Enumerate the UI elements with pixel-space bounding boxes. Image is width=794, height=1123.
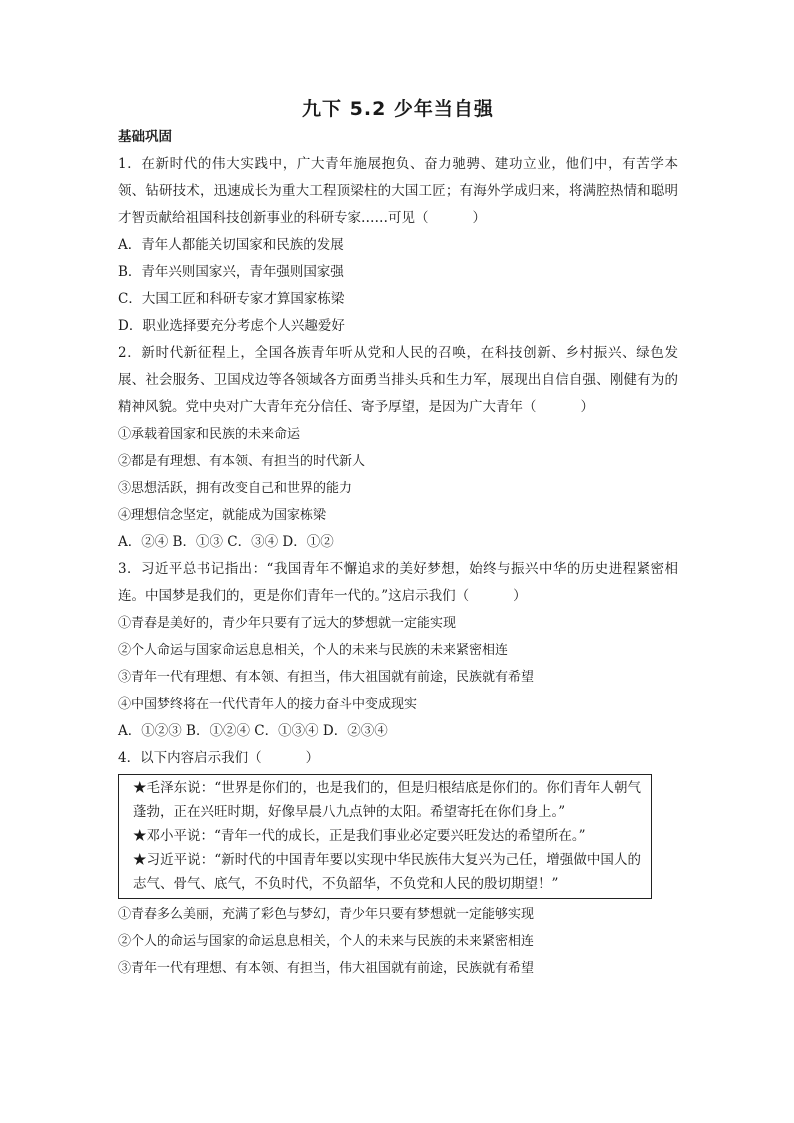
answer-blank-close: ） xyxy=(305,750,320,766)
question-2 xyxy=(118,340,678,556)
question-4 xyxy=(118,745,678,982)
option-a: A．青年人都能关切国家和民族的发展 xyxy=(118,237,344,253)
statement-4: ④理想信念坚定，就能成为国家栋梁 xyxy=(118,508,327,523)
statement-3: ③青年一代有理想、有本领、有担当，伟大祖国就有前途，民族就有希望 xyxy=(118,961,535,976)
statement-1: ①青春是美好的，青少年只要有了远大的梦想就一定能实现 xyxy=(118,616,457,631)
option-d: D．职业选择要充分考虑个人兴趣爱好 xyxy=(118,318,345,334)
question-3 xyxy=(118,556,678,745)
worksheet-page xyxy=(118,96,678,982)
section-heading: 基础巩固 xyxy=(118,129,172,145)
option-b: B．青年兴则国家兴，青年强则国家强 xyxy=(118,264,344,280)
statement-1: ①青春多么美丽，充满了彩色与梦幻，青少年只要有梦想就一定能够实现 xyxy=(118,907,535,922)
statement-2: ②都是有理想、有本领、有担当的时代新人 xyxy=(118,454,366,469)
option-c: C．大国工匠和科研专家才算国家栋梁 xyxy=(118,291,345,307)
statement-4: ④中国梦终将在一代代青年人的接力奋斗中变成现实 xyxy=(118,697,418,712)
question-4-text: 4．以下内容启示我们（ xyxy=(118,750,262,766)
question-3-text: 3．习近平总书记指出：“我国青年不懈追求的美好梦想，始终与振兴中华的历史进程紧密相连。中国梦是我们的，更是你们青年一代的。”这启示我们（ xyxy=(118,561,678,604)
answer-blank-close: ） xyxy=(580,399,594,415)
statement-1: ①承载着国家和民族的未来命运 xyxy=(118,427,301,442)
question-2-stem xyxy=(118,340,678,421)
quote-deng-xiaoping: ★邓小平说：“青年一代的成长，正是我们事业必定要兴旺发达的希望所在。” xyxy=(133,828,586,844)
answer-options: A．①②③ B．①②④ C．①③④ D．②③④ xyxy=(118,723,388,739)
statement-3: ③青年一代有理想、有本领、有担当，伟大祖国就有前途，民族就有希望 xyxy=(118,670,535,685)
statement-2: ②个人的命运与国家的命运息息相关，个人的未来与民族的未来紧密相连 xyxy=(118,934,535,949)
question-1 xyxy=(118,151,678,340)
answer-options: A．②④ B．①③ C．③④ D．①② xyxy=(118,534,334,550)
question-1-stem xyxy=(118,151,678,232)
question-2-text: 2．新时代新征程上，全国各族青年听从党和人民的召唤，在科技创新、乡村振兴、绿色发展、社会服务、卫国戍边等各领域各方面勇当排头兵和生力军，展现出自信自强、刚健有为的精神风貌。党中央对广大青年充分信任、寄予厚望，是因为广大青年（ xyxy=(118,345,678,415)
statement-2: ②个人命运与国家命运息息相关，个人的未来与民族的未来紧密相连 xyxy=(118,643,509,658)
answer-blank-close: ） xyxy=(472,210,486,226)
quote-xi-jinping: ★习近平说：“新时代的中国青年要以实现中华民族伟大复兴为己任，增强做中国人的志气、骨气、底气，不负时代，不负韶华，不负党和人民的殷切期望！” xyxy=(133,852,641,892)
statement-3: ③思想活跃，拥有改变自己和世界的能力 xyxy=(118,481,353,496)
answer-blank-close: ） xyxy=(513,588,527,604)
question-1-text: 1．在新时代的伟大实践中，广大青年施展抱负、奋力驰骋、建功立业，他们中，有苦学本领、钻研技术，迅速成长为重大工程顶梁柱的大国工匠；有海外学成归来，将满腔热情和聪明才智贡献给祖国科技创新事业的科研专家……可见（ xyxy=(118,156,678,226)
page-title: 九下 5.2 少年当自强 xyxy=(302,98,494,120)
question-3-stem xyxy=(118,556,678,610)
quote-box xyxy=(118,774,652,899)
quote-mao-zedong: ★毛泽东说：“世界是你们的，也是我们的，但是归根结底是你们的。你们青年人朝气蓬勃，正在兴旺时期，好像早晨八九点钟的太阳。希望寄托在你们身上。” xyxy=(133,780,641,820)
question-4-stem xyxy=(118,745,678,772)
